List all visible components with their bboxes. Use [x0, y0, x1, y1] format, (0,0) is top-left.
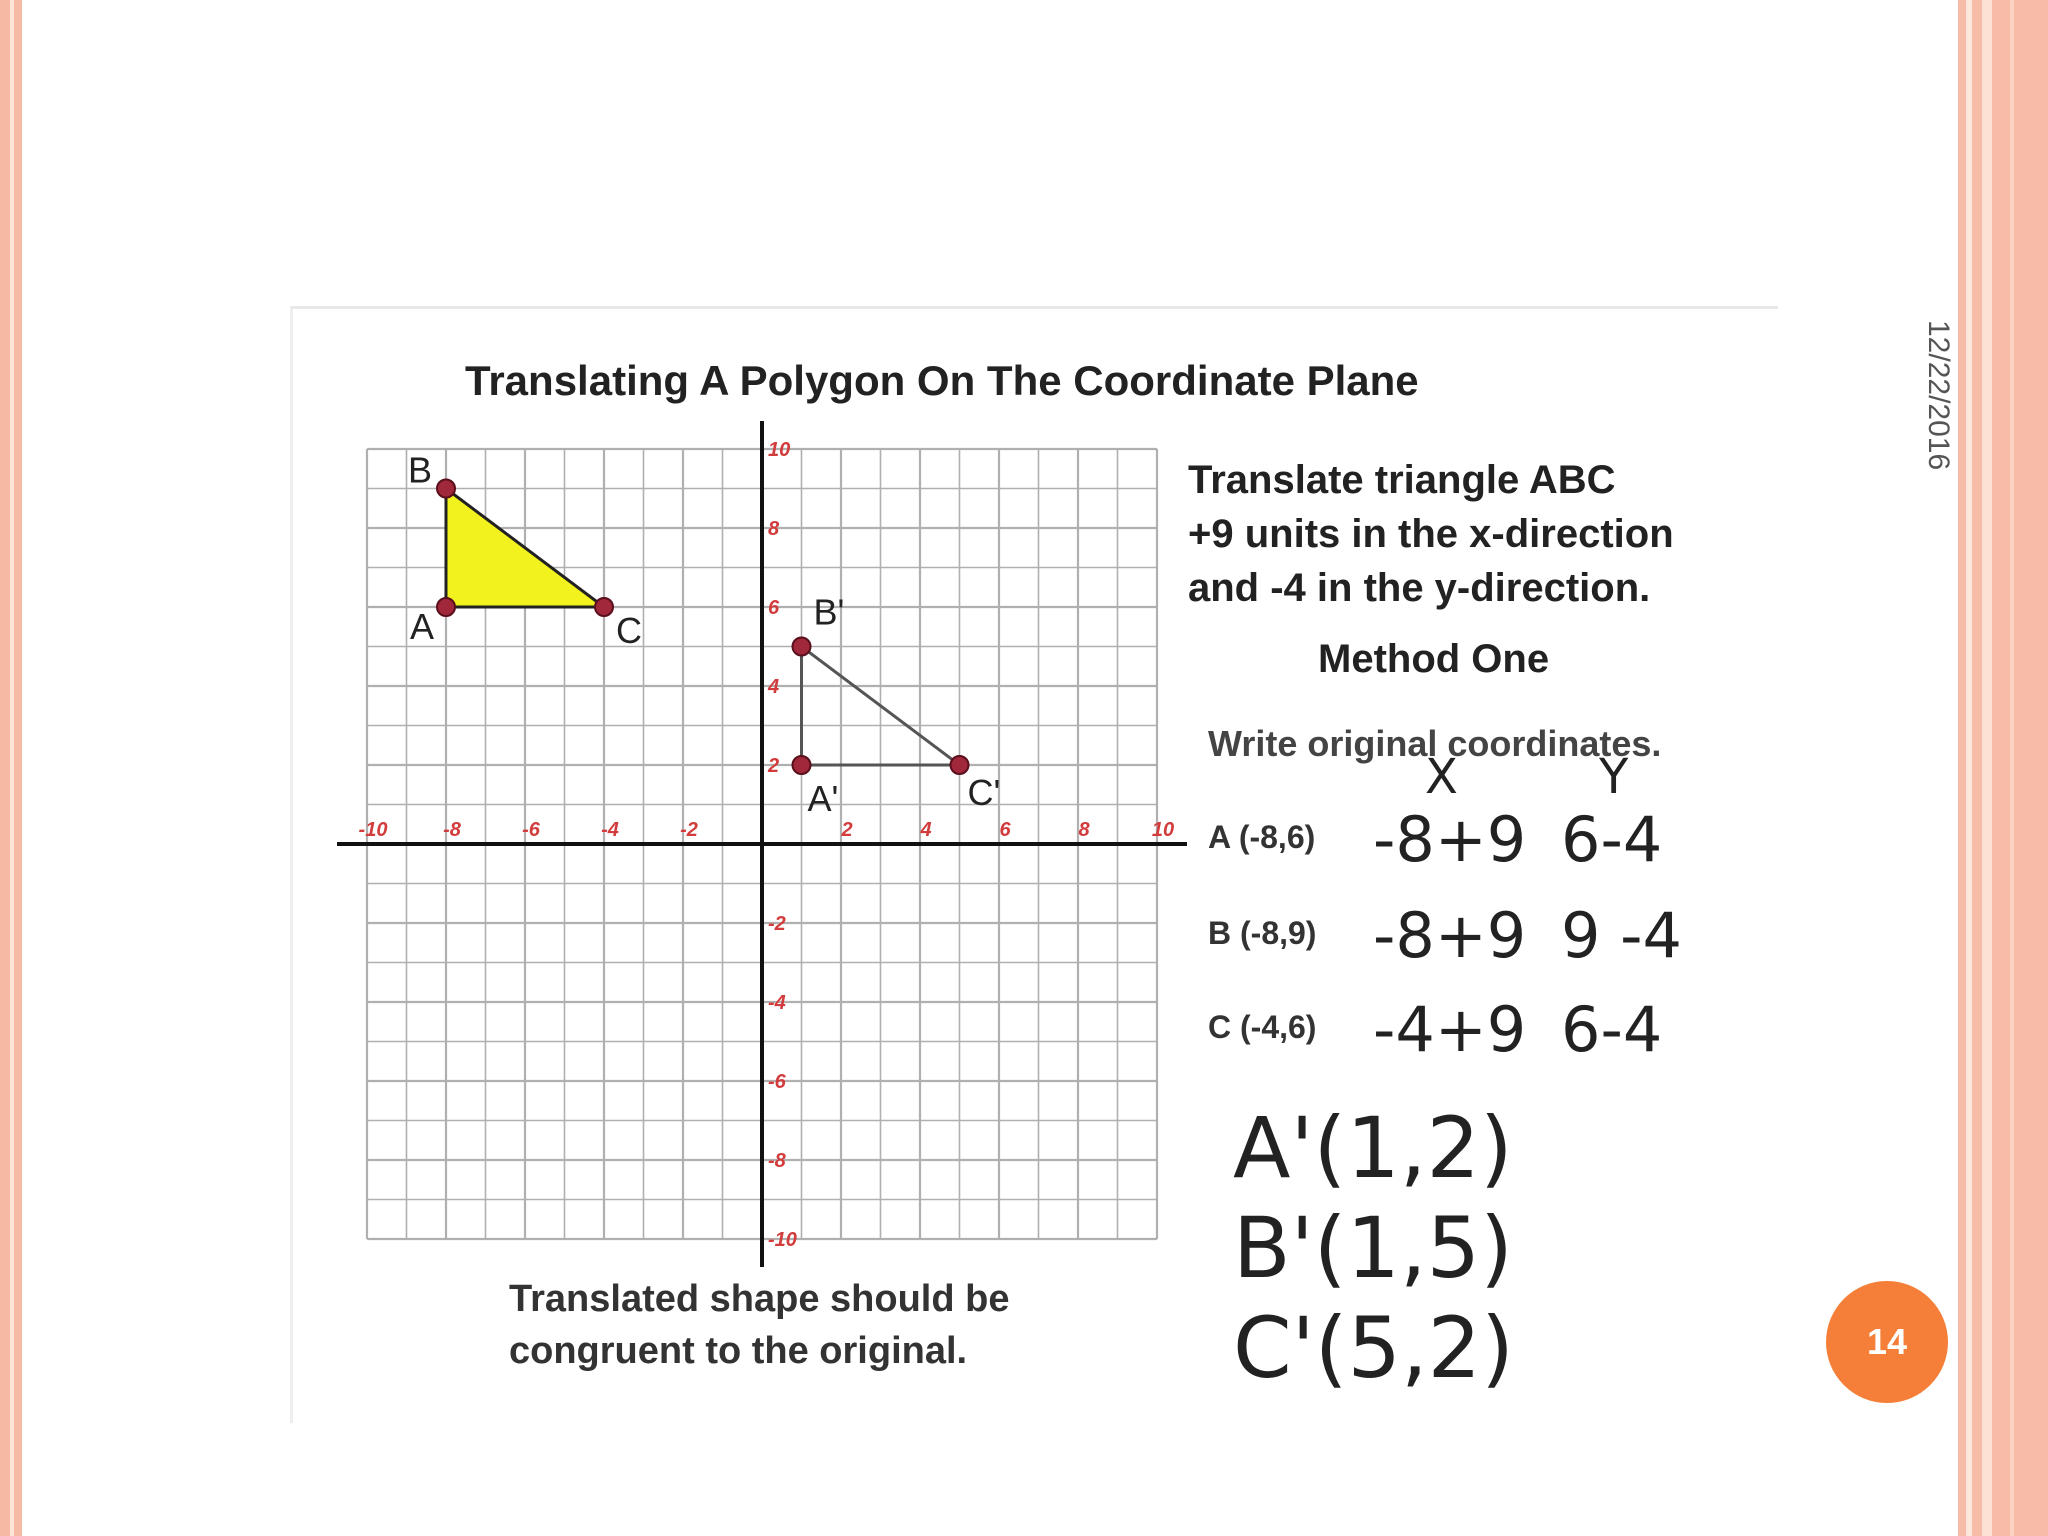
x-tick-label: -4 — [601, 819, 619, 841]
x-tick-label: -10 — [358, 819, 388, 841]
result-a-prime: A'(1,2) — [1233, 1099, 1513, 1197]
vertex-label: C — [616, 610, 642, 651]
x-tick-label: -8 — [443, 819, 461, 841]
y-tick-label: 6 — [768, 597, 780, 619]
x-tick-label: 2 — [841, 819, 853, 841]
x-tick-label: 8 — [1078, 819, 1090, 841]
vertex-label: B' — [813, 591, 845, 633]
column-header-y: Y — [1599, 749, 1629, 805]
write-coordinates-label: Write original coordinates. — [1208, 723, 1662, 764]
row-a-label: A (-8,6) — [1208, 819, 1316, 855]
y-tick-label: 10 — [768, 439, 791, 461]
vertex-point — [793, 638, 811, 656]
vertex-label: C' — [967, 772, 1001, 813]
translation-figure — [290, 306, 1778, 1423]
method-heading: Method One — [1318, 637, 1550, 681]
y-tick-label: 4 — [768, 676, 780, 698]
instruction-line: Translate triangle ABC — [1188, 458, 1616, 502]
slide-border-right-stripe — [2010, 0, 2014, 1536]
row-a-x-calc: -8+9 — [1373, 803, 1527, 876]
y-tick-label: -4 — [768, 992, 786, 1014]
vertex-label: A' — [807, 778, 839, 819]
y-tick-label: -2 — [768, 913, 786, 935]
vertex-label: A — [410, 606, 435, 647]
row-b-y-calc: 9 -4 — [1561, 899, 1682, 972]
slide-border-left-stripe — [10, 0, 14, 1536]
vertex-point — [951, 756, 969, 774]
row-a-y-calc: 6-4 — [1561, 803, 1663, 876]
vertex-point — [437, 480, 455, 498]
slide-border-right-stripe — [1966, 0, 1972, 1536]
x-tick-label: -2 — [680, 819, 698, 841]
x-tick-label: 4 — [920, 819, 932, 841]
y-tick-label: 8 — [768, 518, 780, 540]
row-c-label: C (-4,6) — [1208, 1009, 1317, 1045]
vertex-label: B — [408, 449, 433, 491]
y-tick-label: -10 — [768, 1229, 797, 1251]
row-c-y-calc: 6-4 — [1561, 993, 1663, 1066]
figure-title: Translating A Polygon On The Coordinate Plane — [465, 357, 1419, 404]
row-b-x-calc: -8+9 — [1373, 899, 1527, 972]
x-tick-label: 6 — [999, 819, 1011, 841]
result-c-prime: C'(5,2) — [1233, 1299, 1514, 1397]
conclusion-text — [509, 1273, 1009, 1377]
column-header-x: X — [1425, 749, 1458, 805]
page-number-badge: 14 — [1826, 1281, 1948, 1403]
y-tick-label: -6 — [768, 1071, 786, 1093]
slide-border-right-stripe — [1982, 0, 1992, 1536]
instruction-line: +9 units in the x-direction — [1188, 512, 1674, 556]
x-tick-label: -6 — [522, 819, 540, 841]
instruction-line: and -4 in the y-direction. — [1188, 566, 1651, 610]
vertex-point — [793, 756, 811, 774]
slide-date: 12/22/2016 — [1922, 320, 1955, 471]
y-tick-label: 2 — [768, 755, 780, 777]
x-tick-label: 10 — [1151, 819, 1175, 841]
instructions — [1188, 453, 1674, 615]
conclusion-line: congruent to the original. — [509, 1330, 968, 1372]
y-tick-label: -8 — [768, 1150, 786, 1172]
conclusion-line: Translated shape should be — [509, 1278, 1010, 1320]
result-b-prime: B'(1,5) — [1233, 1199, 1513, 1297]
row-b-label: B (-8,9) — [1208, 915, 1317, 951]
vertex-point — [595, 598, 613, 616]
vertex-point — [437, 598, 455, 616]
row-c-x-calc: -4+9 — [1373, 993, 1527, 1066]
